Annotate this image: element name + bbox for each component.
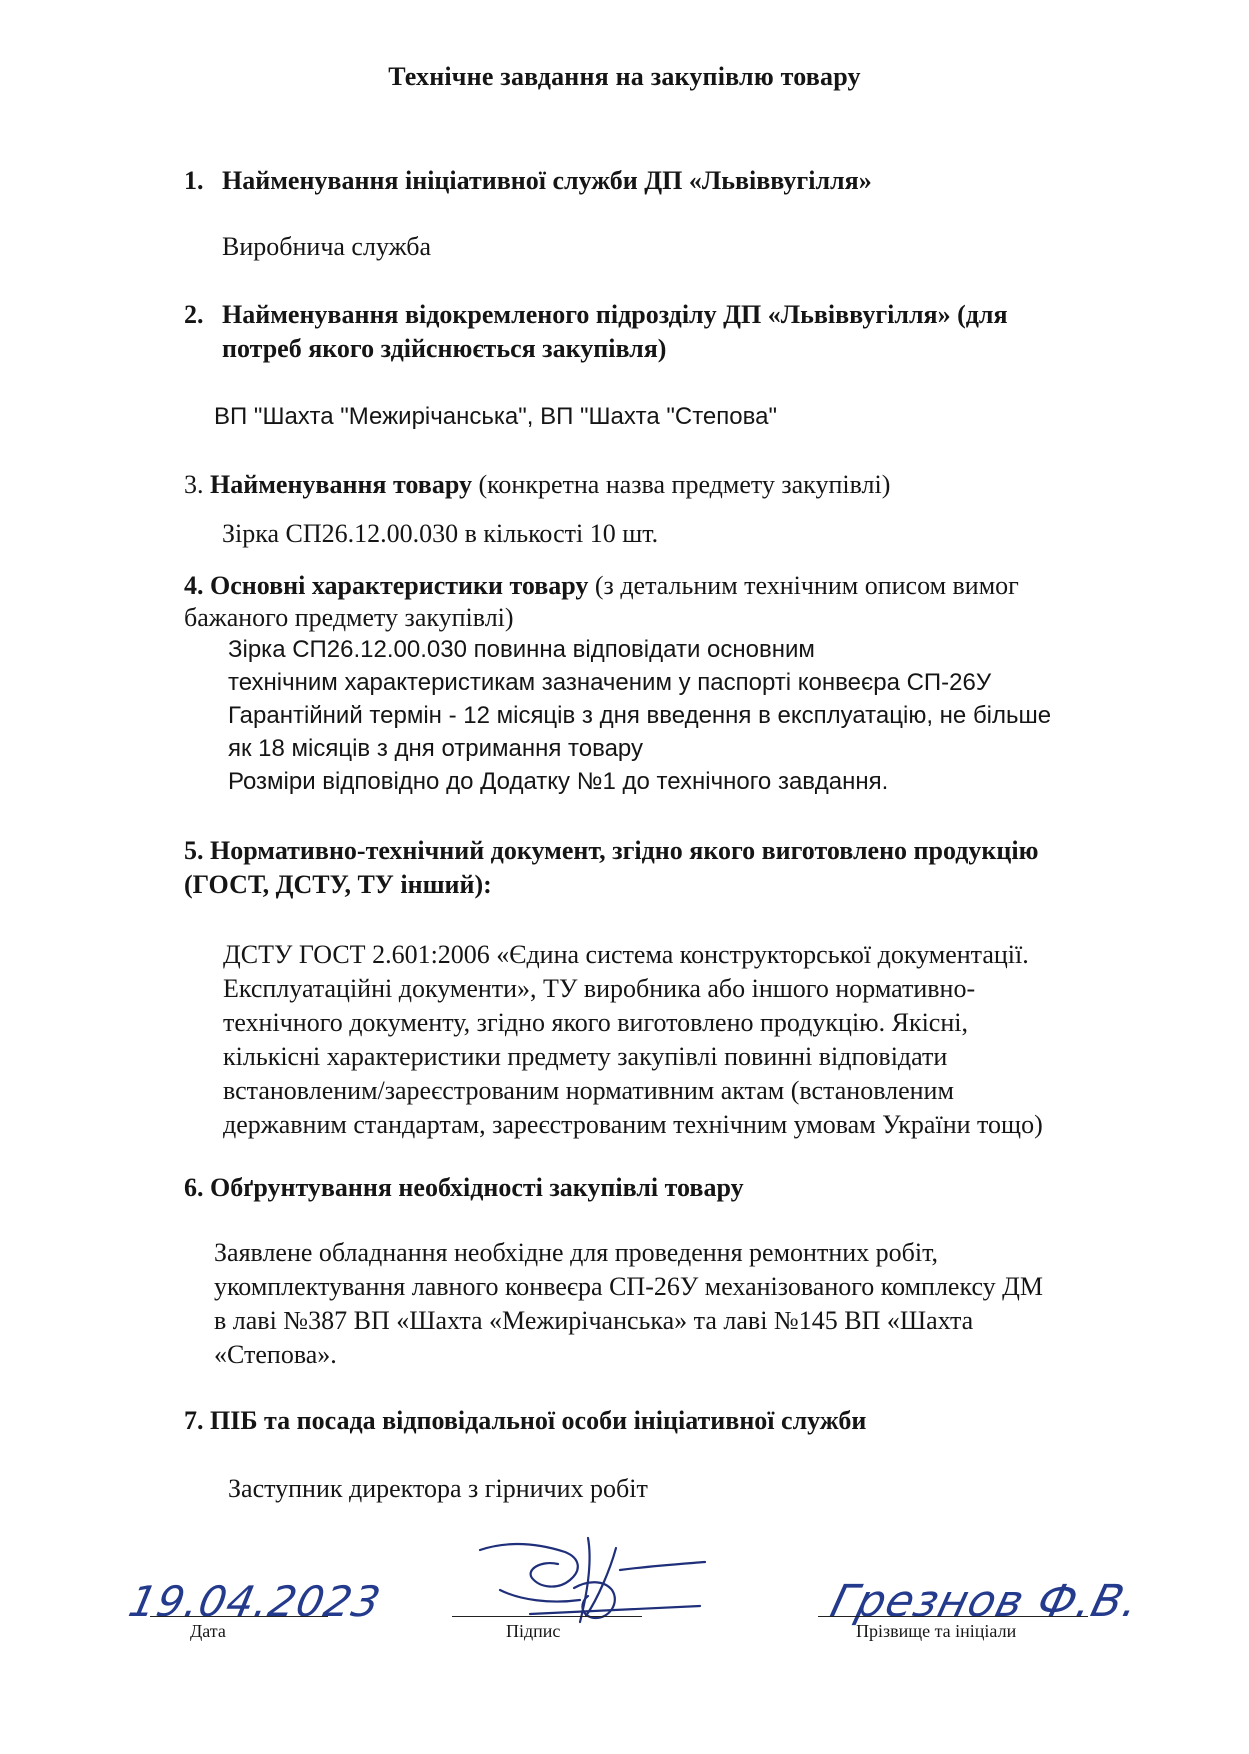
section-5-body-line-6: державним стандартам, зареєстрованим технічним умовам України тощо) xyxy=(223,1110,1043,1139)
section-5-body-line-4: кількісні характеристики предмету закупівлі повинні відповідати xyxy=(223,1042,948,1071)
section-3-heading-note: (конкретна назва предмету закупівлі) xyxy=(471,470,891,499)
handwritten-date-text: 19.04.2023 xyxy=(124,1578,386,1627)
section-4-heading-row xyxy=(184,571,1019,601)
section-7-body: Заступник директора з гірничих робіт xyxy=(228,1474,648,1503)
section-6-body-line-3: в лаві №387 ВП «Шахта «Межирічанська» та лаві №145 ВП «Шахта xyxy=(214,1306,974,1335)
section-3-heading-row xyxy=(184,470,890,500)
section-3-body: Зірка СП26.12.00.030 в кількості 10 шт. xyxy=(222,519,659,548)
section-5-body-line-1: ДСТУ ГОСТ 2.601:2006 «Єдина система конструкторської документації. xyxy=(223,940,1029,969)
name-label: Прізвище та ініціали xyxy=(856,1621,1017,1641)
section-6-heading: 6. Обґрунтування необхідності закупівлі товару xyxy=(184,1173,744,1202)
section-2-heading-line-2: потреб якого здійснюється закупівля) xyxy=(222,334,667,363)
section-1-heading: Найменування ініціативної служби ДП «Львіввугілля» xyxy=(222,166,872,195)
handwritten-date xyxy=(124,1572,392,1637)
section-4-body-line-2: технічним характеристикам зазначеним у паспорті конвеєра СП-26У xyxy=(228,669,992,696)
section-1-number: 1. xyxy=(184,166,204,195)
section-5-heading-line-1: 5. Нормативно-технічний документ, згідно якого виготовлено продукцію xyxy=(184,836,1039,865)
section-3-heading: Найменування товару xyxy=(210,470,472,499)
section-2-body: ВП "Шахта "Межирічанська", ВП "Шахта "Степова" xyxy=(214,403,777,430)
section-4-body-line-4: як 18 місяців з дня отримання товару xyxy=(228,735,644,762)
section-6-body-line-4: «Степова». xyxy=(214,1340,337,1369)
section-5-body-line-2: Експлуатаційні документи», ТУ виробника або іншого нормативно- xyxy=(223,974,976,1003)
signature-label: Підпис xyxy=(506,1621,561,1641)
section-6-body-line-1: Заявлене обладнання необхідне для проведення ремонтних робіт, xyxy=(214,1238,939,1267)
section-4-heading-note: (з детальним технічним описом вимог xyxy=(588,571,1019,600)
document-title: Технічне завдання на закупівлю товару xyxy=(388,62,861,91)
section-3-number: 3 xyxy=(184,470,197,499)
section-4-heading: 4. Основні характеристики товару xyxy=(184,571,589,600)
section-3-sep: . xyxy=(197,470,210,499)
section-6-body-line-2: укомплектування лавного конвеєра СП-26У механізованого комплексу ДМ xyxy=(214,1272,1044,1301)
section-4-body-line-5: Розміри відповідно до Додатку №1 до технічного завдання. xyxy=(228,768,889,795)
section-4-heading-note-line-2: бажаного предмету закупівлі) xyxy=(184,603,514,632)
section-5-heading-line-2: (ГОСТ, ДСТУ, ТУ інший): xyxy=(184,870,492,899)
name-line xyxy=(818,1616,1088,1617)
section-1-body: Виробнича служба xyxy=(222,232,431,261)
section-2-number: 2. xyxy=(184,300,204,329)
handwritten-name-text: Грезнов Ф.В. xyxy=(825,1575,1146,1627)
signature-line xyxy=(452,1616,642,1617)
section-4-body-line-3: Гарантійний термін - 12 місяців з дня введення в експлуатацію, не більше xyxy=(228,702,1052,729)
section-7-heading: 7. ПІБ та посада відповідальної особи ініціативної служби xyxy=(184,1406,867,1435)
date-line xyxy=(150,1616,328,1617)
section-2-heading-line-1: Найменування відокремленого підрозділу ДП «Львіввугілля» (для xyxy=(222,300,1008,329)
section-4-body-line-1: Зірка СП26.12.00.030 повинна відповідати основним xyxy=(228,636,815,663)
section-5-body-line-5: встановленим/зареєстрованим нормативним актам (встановленим xyxy=(223,1076,954,1105)
section-5-body-line-3: технічного документу, згідно якого виготовлено продукцію. Якісні, xyxy=(223,1008,968,1037)
date-label: Дата xyxy=(190,1621,226,1641)
